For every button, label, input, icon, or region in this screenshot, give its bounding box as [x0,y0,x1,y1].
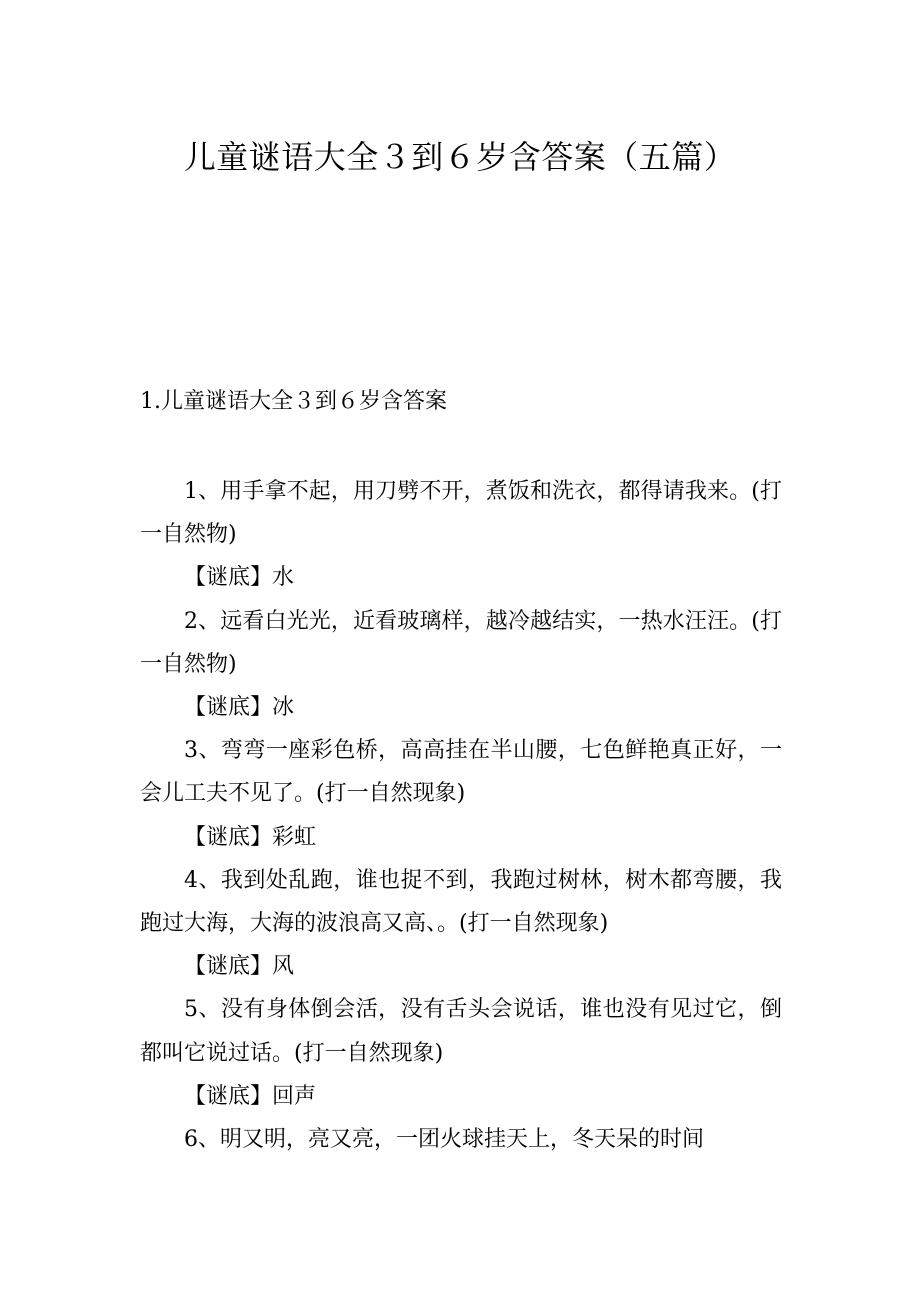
answer-text: 水 [272,565,295,591]
riddle-question-1: 1、用手拿不起，用刀劈不开，煮饭和洗衣，都得请我来。(打一自然物) [140,479,782,548]
riddle-answer-2 [140,686,782,729]
document-title: 儿童谜语大全３到６岁含答案（五篇） [183,138,737,177]
answer-label: 【谜底】 [184,695,273,721]
riddle-answer-5 [140,1075,782,1118]
answer-label: 【谜底】 [184,1083,273,1109]
riddle-answer-4 [140,945,782,988]
answer-label: 【谜底】 [184,954,273,980]
answer-label: 【谜底】 [184,565,273,591]
riddle-answer-3 [140,816,782,859]
answer-label: 【谜底】 [184,824,273,850]
riddle-question-2: 2、远看白光光，近看玻璃样，越冷越结实，一热水汪汪。(打一自然物) [140,608,782,677]
riddle-answer-1 [140,556,782,599]
answer-text: 回声 [272,1083,317,1109]
riddle-list [140,470,782,1161]
answer-text: 冰 [272,695,295,721]
riddle-question-5: 5、没有身体倒会活，没有舌头会说话，谁也没有见过它，倒都叫它说过话。(打一自然现象) [140,997,782,1066]
answer-text: 彩虹 [272,824,317,850]
riddle-question-4: 4、我到处乱跑，谁也捉不到，我跑过树林，树木都弯腰，我跑过大海，大海的波浪高又高、。(打一自然现象) [140,867,782,937]
answer-text: 风 [272,954,295,980]
riddle-question-3: 3、弯弯一座彩色桥，高高挂在半山腰，七色鲜艳真正好，一会儿工夫不见了。(打一自然现象) [140,738,782,807]
riddle-question-6: 6、明又明，亮又亮，一团火球挂天上，冬天呆的时间 [184,1127,704,1153]
section-heading: 1.儿童谜语大全３到６岁含答案 [140,389,447,414]
